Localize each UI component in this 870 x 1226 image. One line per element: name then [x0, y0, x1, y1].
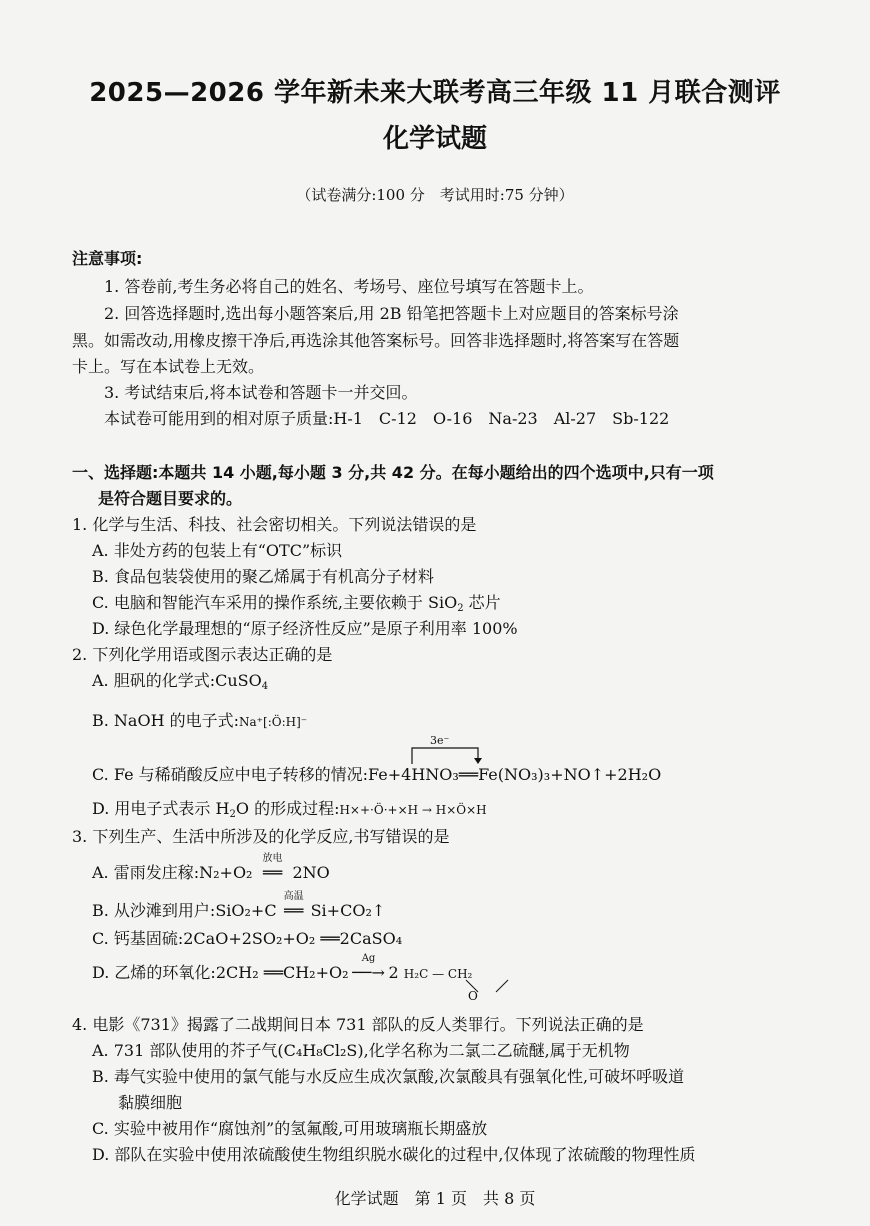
exam-title: 2025—2026 学年新未来大联考高三年级 11 月联合测评 [89, 78, 781, 108]
exam-meta: （试卷满分:100 分 考试用时:75 分钟） [296, 186, 574, 204]
fe-hno3-equation: Fe+4HNO₃══Fe(NO₃)₃+NO↑+2H₂O [368, 765, 662, 784]
h2o-formation-formula: H×+·Ö·+×H → H×Ö×H [339, 803, 487, 817]
atomic-mass-line: 本试卷可能用到的相对原子质量:H-1 C-12 O-16 Na-23 Al-27 Sb-122 [104, 409, 670, 428]
condition-label: 放电 [262, 853, 283, 864]
q3-option-d: D. 乙烯的环氧化:2CH₂ ══CH₂+O₂ Ag ──→ 2 H₂C — CH₂ [92, 962, 472, 985]
q1-option-d: D. 绿色化学最理想的“原子经济性反应”是原子利用率 100% [92, 619, 518, 638]
q4-stem: 4. 电影《731》揭露了二战期间日本 731 部队的反人类罪行。下列说法正确的是 [72, 1015, 644, 1034]
q1-option-a: A. 非处方药的包装上有“OTC”标识 [92, 541, 343, 560]
epoxide-oxygen: O [468, 989, 478, 1003]
condition-label: Ag [361, 953, 376, 964]
q2-option-a: A. 胆矾的化学式:CuSO$_4$ [92, 671, 269, 692]
q4-option-b-cont: 黏膜细胞 [118, 1093, 183, 1112]
section-heading: 一、选择题:本题共 14 小题,每小题 3 分,共 42 分。在每小题给出的四个选项中,只有一项 [72, 463, 714, 482]
page-footer: 化学试题 第 1 页 共 8 页 [334, 1189, 536, 1208]
naoh-electron-formula: Na⁺[:Ö:H]⁻ [239, 715, 308, 729]
subject-title: 化学试题 [382, 124, 487, 154]
q1-stem: 1. 化学与生活、科技、社会密切相关。下列说法错误的是 [72, 515, 477, 534]
q3-option-c: C. 钙基固硫:2CaO+2SO₂+O₂ ══2CaSO₄ [92, 929, 403, 948]
note-item-2c: 卡上。写在本试卷上无效。 [72, 357, 265, 376]
q2-option-d: D. 用电子式表示 $H_2O$ 的形成过程:H×+·Ö·+×H → H×Ö×H [92, 799, 487, 820]
q4-option-d: D. 部队在实验中使用浓硫酸使生物组织脱水碳化的过程中,仅体现了浓硫酸的物理性质 [92, 1145, 696, 1164]
q3-option-b: B. 从沙滩到用户:SiO₂+C 高温 ══ Si+CO₂↑ [92, 900, 385, 922]
epoxide-ring: H₂C — CH₂ [403, 967, 473, 981]
note-item-2a: 2. 回答选择题时,选出每小题答案后,用 2B 铅笔把答题卡上对应题目的答案标号涂 [104, 304, 679, 323]
q2-option-b: B. NaOH 的电子式:Na⁺[:Ö:H]⁻ [92, 711, 308, 730]
q1-option-c: C. 电脑和智能汽车采用的操作系统,主要依赖于 SiO$_2$ 芯片 [92, 593, 501, 614]
q2-stem: 2. 下列化学用语或图示表达正确的是 [72, 645, 333, 664]
notes-heading: 注意事项: [72, 249, 143, 268]
note-item-3: 3. 考试结束后,将本试卷和答题卡一并交回。 [104, 383, 418, 402]
note-item-2b: 黑。如需改动,用橡皮擦干净后,再选涂其他答案标号。回答非选择题时,将答案写在答题 [72, 331, 680, 350]
electron-count-label: 3e⁻ [430, 734, 450, 747]
condition-label: 高温 [283, 891, 304, 902]
q4-option-a: A. 731 部队使用的芥子气(C₄H₈Cl₂S),化学名称为二氯二乙硫醚,属于无机物 [92, 1041, 630, 1060]
q4-option-c: C. 实验中被用作“腐蚀剂”的氢氟酸,可用玻璃瓶长期盛放 [92, 1119, 488, 1138]
epoxide-ring-bonds [452, 978, 522, 1000]
electron-transfer-bracket [408, 740, 498, 764]
q3-stem: 3. 下列生产、生活中所涉及的化学反应,书写错误的是 [72, 827, 450, 846]
note-item-1: 1. 答卷前,考生务必将自己的姓名、考场号、座位号填写在答题卡上。 [104, 277, 594, 296]
q4-option-b: B. 毒气实验中使用的氯气能与水反应生成次氯酸,次氯酸具有强氧化性,可破坏呼吸道 [92, 1067, 685, 1086]
q2-option-c: C. Fe 与稀硝酸反应中电子转移的情况:Fe+4HNO₃══Fe(NO₃)₃+NO↑+2H₂O [92, 765, 662, 784]
section-heading-cont: 是符合题目要求的。 [98, 489, 243, 508]
q3-option-a: A. 雷雨发庄稼:N₂+O₂ 放电 ══ 2NO [92, 862, 330, 884]
q1-option-b: B. 食品包装袋使用的聚乙烯属于有机高分子材料 [92, 567, 434, 586]
